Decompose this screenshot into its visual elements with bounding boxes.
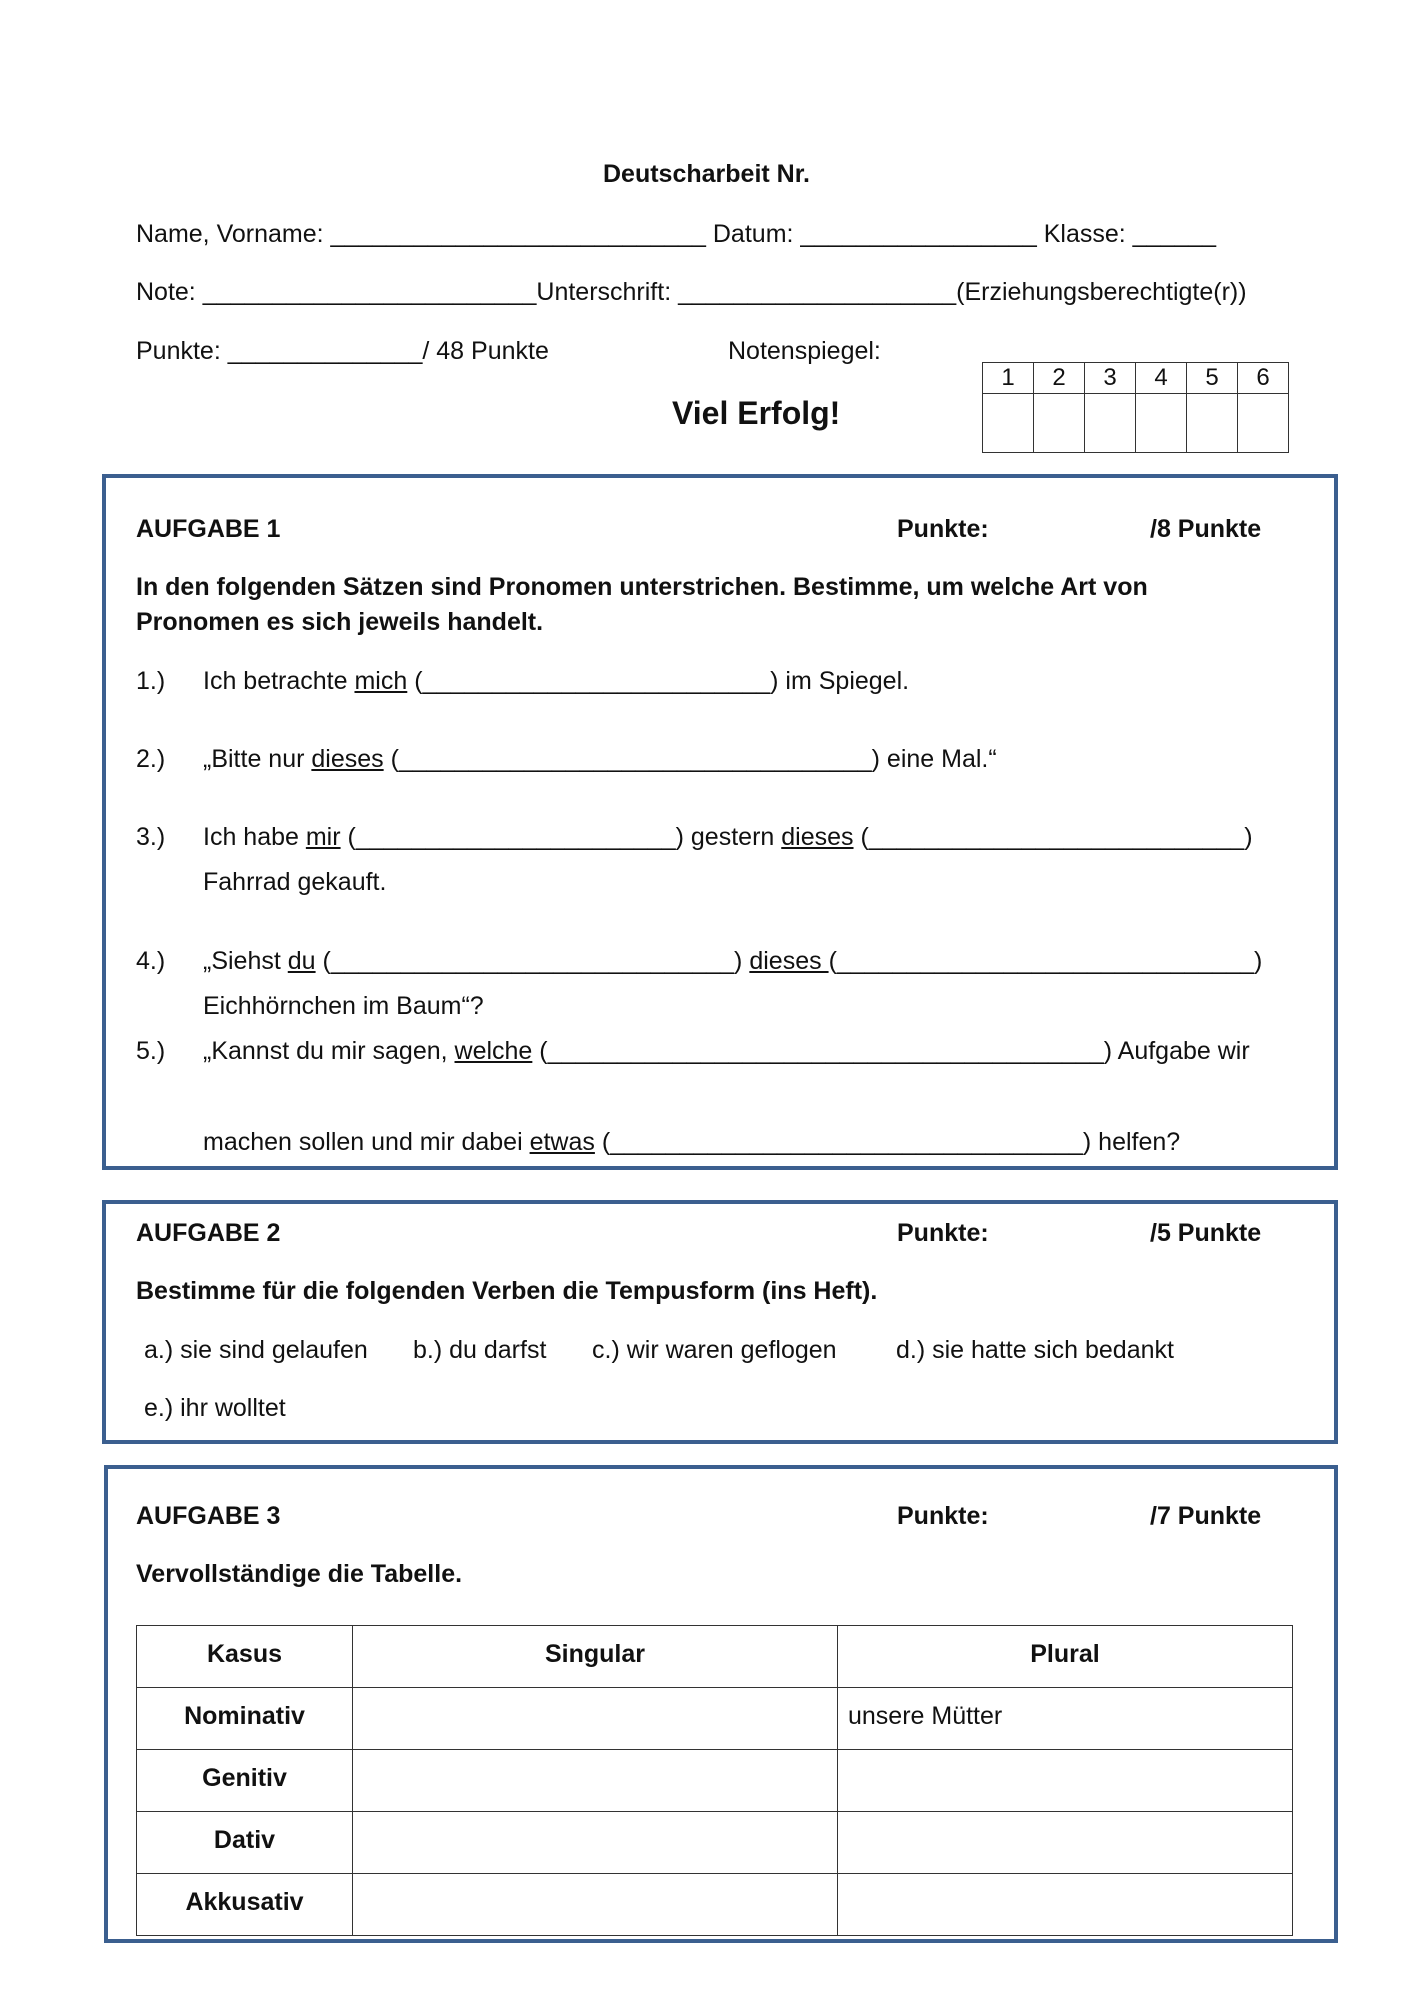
underlined-pronoun: dieses	[311, 745, 384, 773]
case-table	[136, 1625, 1293, 1936]
underlined-pronoun: du	[287, 947, 316, 975]
item-number: 1.)	[136, 667, 166, 695]
grade-count-1[interactable]	[983, 394, 1034, 453]
table-row	[137, 1874, 1293, 1936]
grade-6: 6	[1238, 363, 1289, 394]
answer-blank[interactable]: (_______________________) gestern	[340, 823, 782, 851]
answer-blank[interactable]: (_____________________________)	[315, 947, 750, 975]
verb-item: e.) ihr wolltet	[144, 1394, 286, 1422]
sentence-text: „Bitte nur	[203, 745, 312, 773]
item-number: 5.)	[136, 1037, 166, 1065]
grade-scale-label: Notenspiegel:	[728, 337, 881, 365]
task-1-heading: AUFGABE 1	[136, 515, 281, 543]
task-1-instruction: In den folgenden Sätzen sind Pronomen unterstrichen. Bestimme, um welche Art von	[136, 573, 1148, 601]
underlined-pronoun: etwas	[529, 1128, 595, 1156]
task-2-instruction: Bestimme für die folgenden Verben die Tempusform (ins Heft).	[136, 1277, 878, 1305]
underlined-pronoun: dieses	[781, 823, 854, 851]
task-3-instruction: Vervollständige die Tabelle.	[136, 1560, 463, 1588]
grade-5: 5	[1187, 363, 1238, 394]
grade-1: 1	[983, 363, 1034, 394]
answer-blank[interactable]: (_________________________) im Spiegel.	[407, 667, 910, 695]
task-2-points-max: /5 Punkte	[1150, 1219, 1262, 1247]
sentence-3-cont: Fahrrad gekauft.	[203, 868, 387, 896]
underlined-pronoun: mir	[305, 823, 341, 851]
grade-2: 2	[1034, 363, 1085, 394]
item-number: 3.)	[136, 823, 166, 851]
good-luck-text: Viel Erfolg!	[672, 395, 841, 431]
sentence-4[interactable]	[203, 947, 1262, 976]
item-number: 2.)	[136, 745, 166, 773]
grade-count-6[interactable]	[1238, 394, 1289, 453]
grade-4: 4	[1136, 363, 1187, 394]
sentence-text: Ich habe	[203, 823, 306, 851]
case-name: Akkusativ	[137, 1874, 353, 1936]
answer-blank[interactable]: (___________________________)	[853, 823, 1253, 851]
sentence-text: Ich betrachte	[203, 667, 355, 695]
plural-cell[interactable]: unsere Mütter	[838, 1688, 1293, 1750]
task-2-heading: AUFGABE 2	[136, 1219, 281, 1247]
sentence-text: „Kannst du mir sagen,	[203, 1037, 455, 1065]
singular-cell[interactable]	[353, 1812, 838, 1874]
column-header-plural: Plural	[838, 1626, 1293, 1688]
sentence-text: „Siehst	[203, 947, 288, 975]
singular-cell[interactable]	[353, 1874, 838, 1936]
verb-item: a.) sie sind gelaufen	[144, 1336, 368, 1364]
plural-cell[interactable]	[838, 1750, 1293, 1812]
table-row	[137, 1688, 1293, 1750]
table-row	[137, 1750, 1293, 1812]
verb-item: c.) wir waren geflogen	[592, 1336, 837, 1364]
case-name: Nominativ	[137, 1688, 353, 1750]
plural-cell[interactable]	[838, 1812, 1293, 1874]
grade-scale-table	[982, 362, 1289, 453]
sentence-3[interactable]	[203, 823, 1253, 852]
singular-cell[interactable]	[353, 1750, 838, 1812]
column-header-singular: Singular	[353, 1626, 838, 1688]
plural-cell[interactable]	[838, 1874, 1293, 1936]
sentence-text: machen sollen und mir dabei	[203, 1128, 530, 1156]
case-name: Genitiv	[137, 1750, 353, 1812]
answer-blank[interactable]: (__________________________________) helfen?	[594, 1128, 1181, 1156]
answer-blank[interactable]: (________________________________________) Aufgabe wir	[532, 1037, 1250, 1065]
task-3-heading: AUFGABE 3	[136, 1502, 281, 1530]
item-number: 4.)	[136, 947, 166, 975]
verb-item: b.) du darfst	[413, 1336, 547, 1364]
answer-blank[interactable]: (__________________________________) eine Mal.“	[383, 745, 997, 773]
underlined-pronoun: welche	[454, 1037, 533, 1065]
grade-signature-line[interactable]: Note: ________________________Unterschrift: ____________________(Erziehungsberechtigte(r))	[136, 278, 1247, 306]
singular-cell[interactable]	[353, 1688, 838, 1750]
task-1-instruction-cont: Pronomen es sich jeweils handelt.	[136, 608, 544, 636]
verb-item: d.) sie hatte sich bedankt	[896, 1336, 1174, 1364]
sentence-5[interactable]	[203, 1037, 1250, 1066]
sentence-2[interactable]	[203, 745, 997, 774]
grade-count-2[interactable]	[1034, 394, 1085, 453]
name-date-class-line[interactable]: Name, Vorname: ___________________________ Datum: _________________ Klasse: ______	[136, 220, 1217, 248]
grade-count-5[interactable]	[1187, 394, 1238, 453]
task-3-points-max: /7 Punkte	[1150, 1502, 1262, 1530]
sentence-4-cont: Eichhörnchen im Baum“?	[203, 992, 484, 1020]
grade-count-4[interactable]	[1136, 394, 1187, 453]
case-name: Dativ	[137, 1812, 353, 1874]
table-header-row	[137, 1626, 1293, 1688]
task-3-points-label: Punkte:	[897, 1502, 989, 1530]
total-points-line[interactable]: Punkte: ______________/ 48 Punkte	[136, 337, 549, 365]
underlined-pronoun: dieses	[749, 947, 829, 975]
task-1-points-label: Punkte:	[897, 515, 989, 543]
page-title: Deutscharbeit Nr.	[603, 160, 811, 188]
grade-3: 3	[1085, 363, 1136, 394]
underlined-pronoun: mich	[354, 667, 408, 695]
grade-count-3[interactable]	[1085, 394, 1136, 453]
sentence-5-cont[interactable]	[203, 1128, 1180, 1157]
column-header-kasus: Kasus	[137, 1626, 353, 1688]
table-row	[137, 1812, 1293, 1874]
answer-blank[interactable]: (______________________________)	[828, 947, 1263, 975]
sentence-1[interactable]	[203, 667, 909, 696]
task-1-points-max: /8 Punkte	[1150, 515, 1262, 543]
task-2-points-label: Punkte:	[897, 1219, 989, 1247]
